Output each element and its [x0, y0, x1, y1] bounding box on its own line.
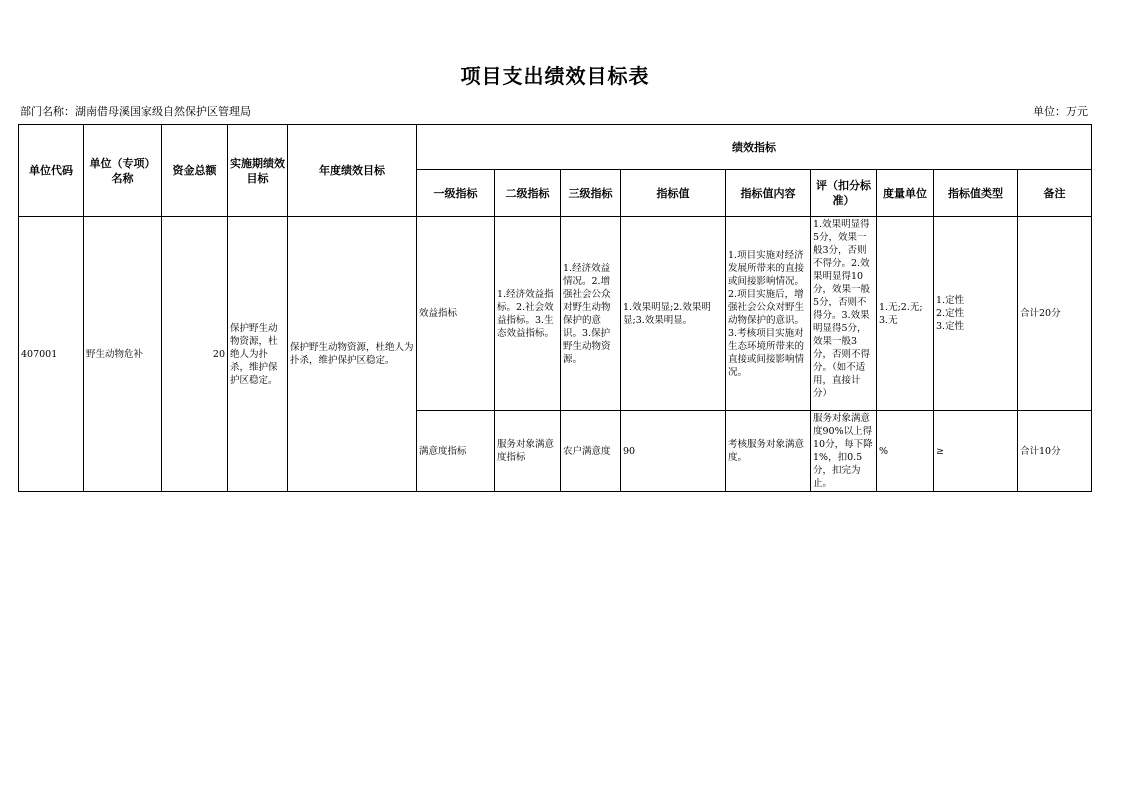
header-indicators: 绩效指标: [417, 125, 1092, 170]
cell-score: 1.效果明显得5分，效果一般3分，否则不得分。2.效果明显得10分，效果一般5分，否则不得分。3.效果明显得5分，效果一般3分，否则不得分。（如不适用，直接计分）: [811, 217, 877, 411]
cell-annual-goal: 保护野生动物资源，杜绝人为扑杀，维护保护区稳定。: [288, 217, 417, 492]
cell-level2: 1.经济效益指标。2.社会效益指标。3.生态效益指标。: [495, 217, 561, 411]
cell-content: 1.项目实施对经济发展所带来的直接或间接影响情况。2.项目实施后，增强社会公众对野生动物保护的意识。3.考核项目实施对生态环境所带来的直接或间接影响情况。: [726, 217, 811, 411]
header-fund-total: 资金总额: [162, 125, 228, 217]
cell-level1: 效益指标: [417, 217, 495, 411]
cell-value: 90: [621, 411, 726, 492]
header-level3: 三级指标: [561, 170, 621, 217]
cell-level3: 1.经济效益情况。2.增强社会公众对野生动物保护的意识。3.保护野生动物资源。: [561, 217, 621, 411]
header-unit-code: 单位代码: [19, 125, 84, 217]
header-level2: 二级指标: [495, 170, 561, 217]
header-value: 指标值: [621, 170, 726, 217]
performance-table: [18, 124, 1092, 492]
cell-unit-code: 407001: [19, 217, 84, 492]
unit-label: 单位：万元: [1033, 105, 1088, 118]
header-measure: 度量单位: [877, 170, 934, 217]
cell-value-type: 1.定性 2.定性 3.定性: [934, 217, 1018, 411]
cell-period-goal: 保护野生动物资源，杜绝人为扑杀，维护保护区稳定。: [228, 217, 288, 492]
header-content: 指标值内容: [726, 170, 811, 217]
cell-measure: %: [877, 411, 934, 492]
header-score: 评（扣分标准）: [811, 170, 877, 217]
cell-level2: 服务对象满意度指标: [495, 411, 561, 492]
cell-value: 1.效果明显;2.效果明显;3.效果明显。: [621, 217, 726, 411]
cell-level1: 满意度指标: [417, 411, 495, 492]
header-unit-name: 单位（专项）名称: [84, 125, 162, 217]
cell-content: 考核服务对象满意度。: [726, 411, 811, 492]
header-value-type: 指标值类型: [934, 170, 1018, 217]
cell-level3: 农户满意度: [561, 411, 621, 492]
page-title: 项目支出绩效目标表: [460, 64, 650, 88]
header-level1: 一级指标: [417, 170, 495, 217]
cell-score: 服务对象满意度90%以上得10分，每下降1%，扣0.5分，扣完为止。: [811, 411, 877, 492]
cell-unit-name: 野生动物危补: [84, 217, 162, 492]
cell-fund-total: 20: [162, 217, 228, 492]
cell-remark: 合计20分: [1018, 217, 1092, 411]
cell-value-type: ≥: [934, 411, 1018, 492]
header-period-goal: 实施期绩效目标: [228, 125, 288, 217]
cell-measure: 1.无;2.无;3.无: [877, 217, 934, 411]
header-remark: 备注: [1018, 170, 1092, 217]
header-annual-goal: 年度绩效目标: [288, 125, 417, 217]
department-label: 部门名称：湖南借母溪国家级自然保护区管理局: [20, 105, 251, 118]
cell-remark: 合计10分: [1018, 411, 1092, 492]
